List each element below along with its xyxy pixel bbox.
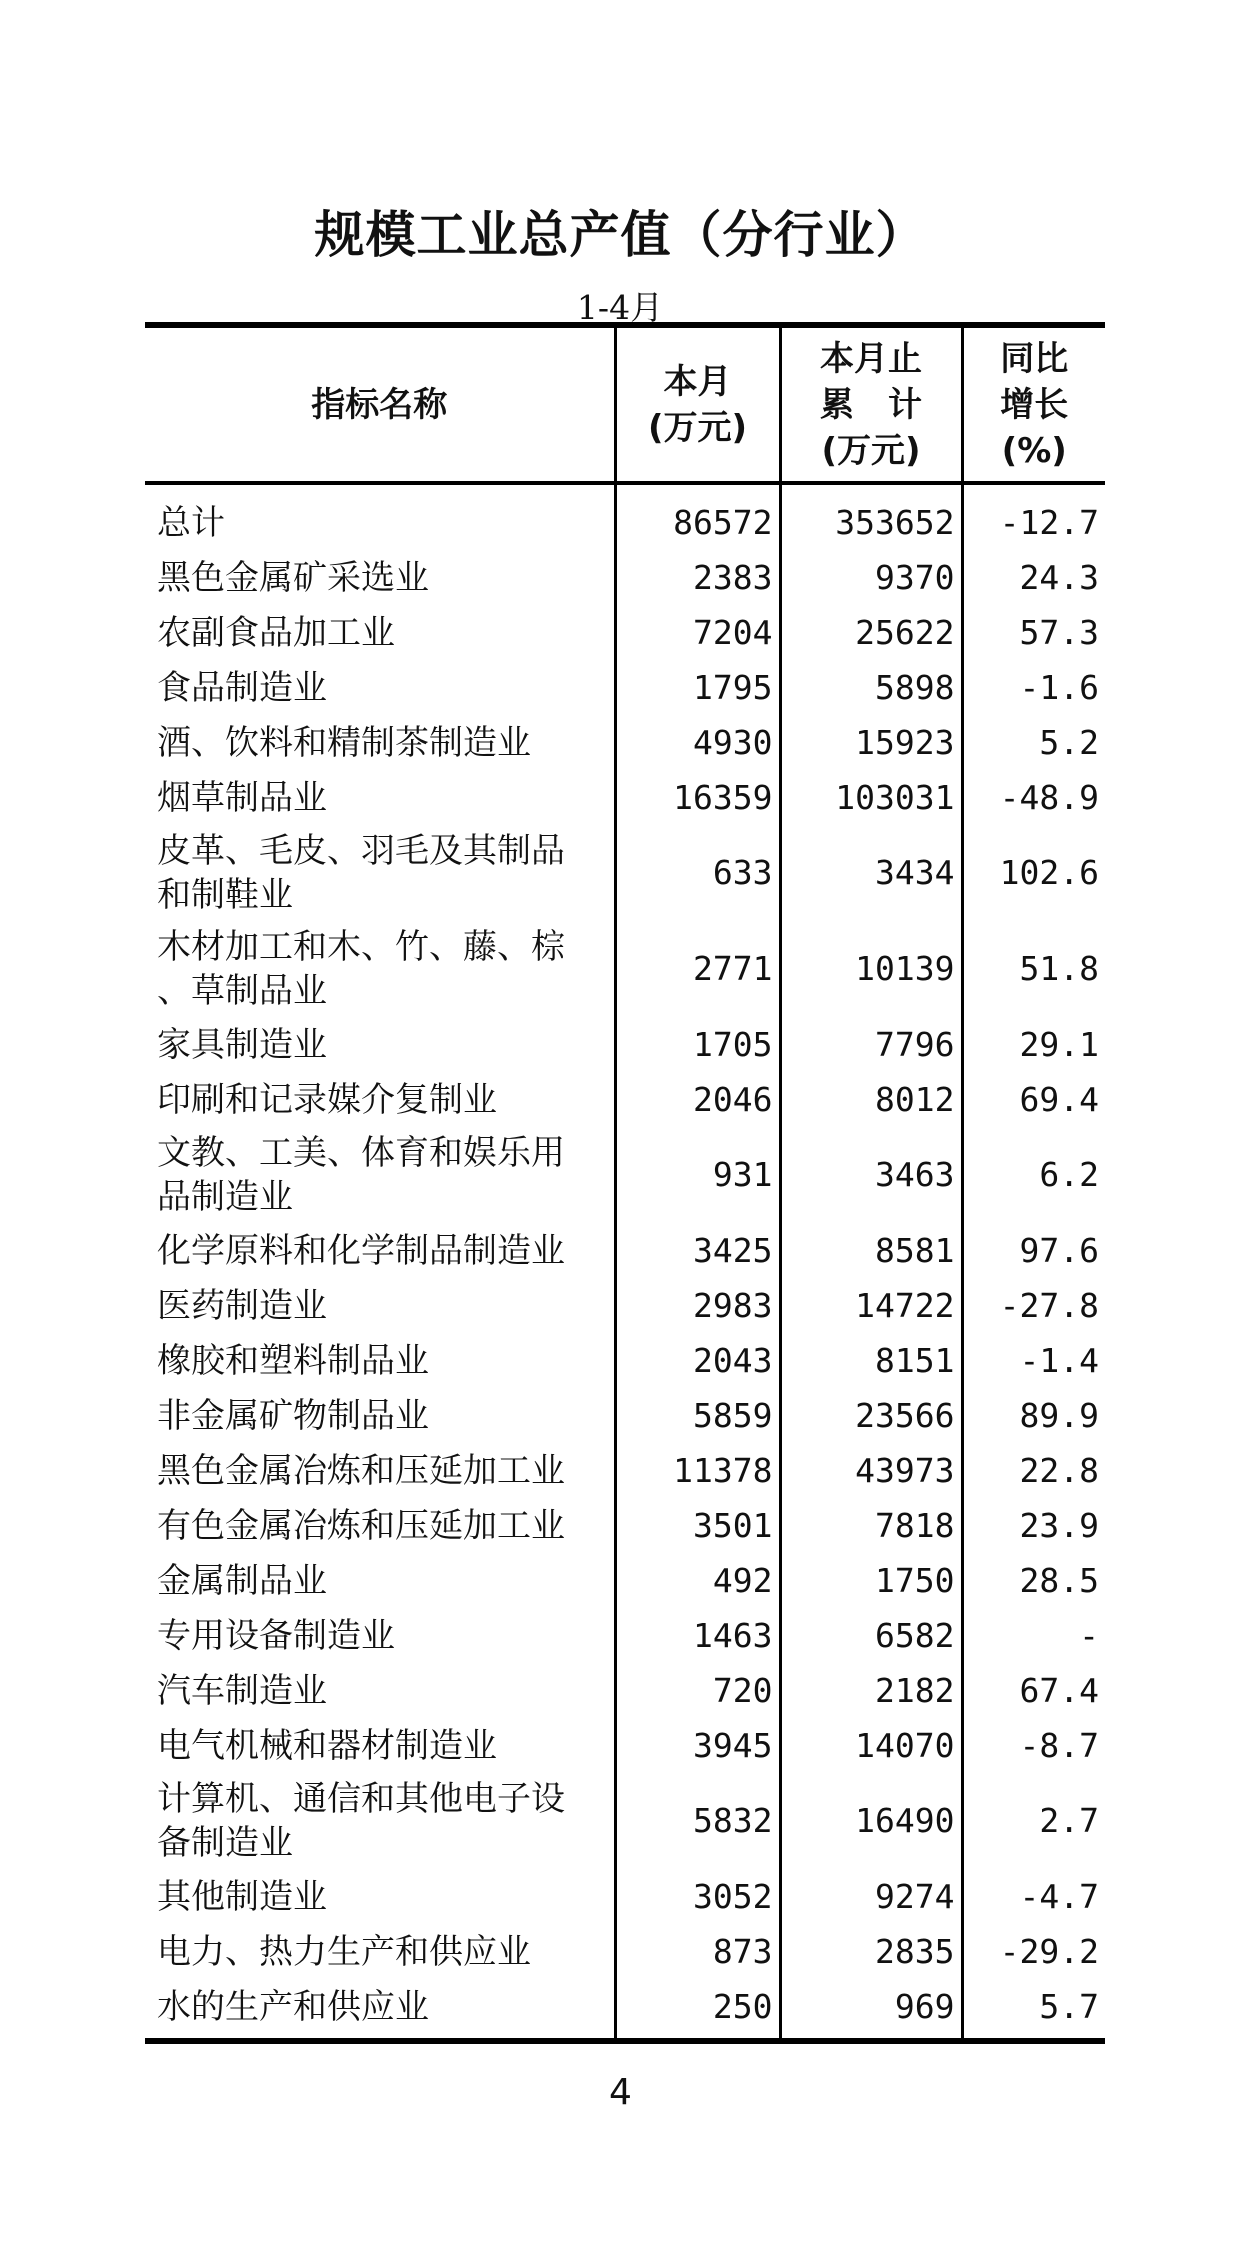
indicator-name-line: 总计 [157,502,225,543]
indicator-name-cell [145,1869,615,1924]
current-month-value: 3945 [615,1718,780,1773]
table-row [145,550,1105,605]
cumulative-value: 3434 [780,825,962,921]
current-month-value: 633 [615,825,780,921]
indicator-name-line: 汽车制造业 [157,1670,327,1711]
indicator-name-cell [145,1553,615,1608]
cumulative-value: 16490 [780,1773,962,1869]
indicator-name-cell [145,770,615,825]
cumulative-value: 3463 [780,1127,962,1223]
header-line: 指标名称 [311,384,448,425]
indicator-name-cell [145,715,615,770]
current-month-value: 720 [615,1663,780,1718]
table-row [145,605,1105,660]
indicator-name-cell [145,1773,615,1869]
indicator-name-cell [145,825,615,921]
cumulative-value: 7818 [780,1498,962,1553]
current-month-value: 11378 [615,1443,780,1498]
table-row [145,1553,1105,1608]
indicator-name-cell [145,1278,615,1333]
yoy-growth-value: 97.6 [962,1223,1105,1278]
current-month-value: 5859 [615,1388,780,1443]
table-row [145,1498,1105,1553]
indicator-name-cell [145,1924,615,1979]
indicator-name-line: 文教、工美、体育和娱乐用 [157,1133,565,1173]
document-title: 规模工业总产值（分行业） [314,206,927,264]
cumulative-value: 1750 [780,1553,962,1608]
header-yoy-growth [962,325,1105,483]
current-month-value: 2383 [615,550,780,605]
indicator-name-line: 有色金属冶炼和压延加工业 [157,1505,565,1546]
table-row [145,1608,1105,1663]
table-row [145,1869,1105,1924]
current-month-value: 3052 [615,1869,780,1924]
cumulative-value: 2182 [780,1663,962,1718]
table-body [145,483,1105,2041]
indicator-name-line: 非金属矿物制品业 [157,1395,429,1436]
table-row [145,1127,1105,1223]
current-month-value: 16359 [615,770,780,825]
indicator-name-line: 皮革、毛皮、羽毛及其制品 [157,831,565,871]
cumulative-value: 103031 [780,770,962,825]
indicator-name-line: 黑色金属冶炼和压延加工业 [157,1450,565,1491]
table-row [145,825,1105,921]
yoy-growth-value: -8.7 [962,1718,1105,1773]
table-row [145,1278,1105,1333]
cumulative-value: 353652 [780,483,962,550]
cumulative-value: 23566 [780,1388,962,1443]
yoy-growth-value: 29.1 [962,1017,1105,1072]
indicator-name-line: 品制造业 [157,1177,293,1217]
current-month-value: 7204 [615,605,780,660]
table-row [145,1979,1105,2041]
table-row [145,1333,1105,1388]
table-row [145,1388,1105,1443]
indicator-name-cell [145,1127,615,1223]
indicator-name-cell [145,1498,615,1553]
indicator-name-line: 橡胶和塑料制品业 [157,1340,429,1381]
cumulative-value: 43973 [780,1443,962,1498]
header-line: (万元) [821,430,921,471]
cumulative-value: 6582 [780,1608,962,1663]
header-current-month [615,325,780,483]
indicator-name-cell [145,1608,615,1663]
yoy-growth-value: 5.2 [962,715,1105,770]
indicator-name-line: 烟草制品业 [157,777,327,818]
table-row [145,1663,1105,1718]
page-number: 4 [609,2072,632,2113]
indicator-name-cell [145,1223,615,1278]
cumulative-value: 9370 [780,550,962,605]
cumulative-value: 9274 [780,1869,962,1924]
header-line: 同比 [1000,338,1069,379]
current-month-value: 2043 [615,1333,780,1388]
current-month-value: 2046 [615,1072,780,1127]
indicator-name-cell [145,1333,615,1388]
indicator-name-line: 家具制造业 [157,1024,327,1065]
indicator-name-cell [145,921,615,1017]
cumulative-value: 8151 [780,1333,962,1388]
header-line: 增长 [1000,384,1069,425]
current-month-value: 4930 [615,715,780,770]
current-month-value: 3501 [615,1498,780,1553]
indicator-name-cell [145,660,615,715]
table-row [145,770,1105,825]
table-row [145,660,1105,715]
indicator-name-cell [145,1718,615,1773]
table-row [145,1718,1105,1773]
yoy-growth-value: -12.7 [962,483,1105,550]
header-line: 本月止 [820,338,922,379]
table-row [145,1017,1105,1072]
yoy-growth-value: 57.3 [962,605,1105,660]
yoy-growth-value: 89.9 [962,1388,1105,1443]
header-line: (%) [1001,430,1067,471]
yoy-growth-value: -48.9 [962,770,1105,825]
indicator-name-line: 食品制造业 [157,667,327,708]
current-month-value: 1463 [615,1608,780,1663]
yoy-growth-value: -1.4 [962,1333,1105,1388]
indicator-name-line: 和制鞋业 [157,875,293,915]
table-header-row [145,325,1105,483]
header-line: (万元) [647,407,748,448]
yoy-growth-value: 2.7 [962,1773,1105,1869]
current-month-value: 5832 [615,1773,780,1869]
indicator-name-line: 电力、热力生产和供应业 [157,1931,531,1972]
cumulative-value: 7796 [780,1017,962,1072]
table-row [145,715,1105,770]
indicator-name-line: 黑色金属矿采选业 [157,557,429,598]
table-row [145,1773,1105,1869]
indicator-name-cell [145,1072,615,1127]
cumulative-value: 14722 [780,1278,962,1333]
indicator-name-cell [145,550,615,605]
indicator-name-cell [145,1979,615,2041]
indicator-name-line: 水的生产和供应业 [157,1986,429,2027]
indicator-name-line: 农副食品加工业 [157,612,395,653]
yoy-growth-value: 23.9 [962,1498,1105,1553]
yoy-growth-value: 69.4 [962,1072,1105,1127]
cumulative-value: 8012 [780,1072,962,1127]
cumulative-value: 2835 [780,1924,962,1979]
yoy-growth-value: 67.4 [962,1663,1105,1718]
current-month-value: 492 [615,1553,780,1608]
cumulative-value: 14070 [780,1718,962,1773]
header-line: 累 计 [820,384,922,425]
table-row [145,1072,1105,1127]
yoy-growth-value: -27.8 [962,1278,1105,1333]
cumulative-value: 969 [780,1979,962,2041]
yoy-growth-value: - [962,1608,1105,1663]
cumulative-value: 10139 [780,921,962,1017]
current-month-value: 2771 [615,921,780,1017]
indicator-name-cell [145,483,615,550]
current-month-value: 1705 [615,1017,780,1072]
cumulative-value: 25622 [780,605,962,660]
yoy-growth-value: 28.5 [962,1553,1105,1608]
current-month-value: 86572 [615,483,780,550]
cumulative-value: 5898 [780,660,962,715]
table-row [145,1924,1105,1979]
yoy-growth-value: 24.3 [962,550,1105,605]
yoy-growth-value: 6.2 [962,1127,1105,1223]
current-month-value: 250 [615,1979,780,2041]
period-label: 1-4月 [576,288,664,327]
header-cumulative [780,325,962,483]
indicator-name-line: 金属制品业 [157,1560,327,1601]
current-month-value: 3425 [615,1223,780,1278]
yoy-growth-value: 102.6 [962,825,1105,921]
indicator-name-line: 专用设备制造业 [157,1615,395,1656]
yoy-growth-value: 5.7 [962,1979,1105,2041]
indicator-name-line: 医药制造业 [157,1285,327,1326]
yoy-growth-value: 22.8 [962,1443,1105,1498]
indicator-name-line: 木材加工和木、竹、藤、棕 [157,927,565,967]
indicator-name-cell [145,1388,615,1443]
table-row [145,1223,1105,1278]
cumulative-value: 8581 [780,1223,962,1278]
yoy-growth-value: -1.6 [962,660,1105,715]
header-line: 本月 [663,361,732,402]
indicator-name-line: 印刷和记录媒介复制业 [157,1079,497,1120]
table-row [145,483,1105,550]
indicator-name-line: 其他制造业 [157,1876,327,1917]
indicator-name-cell [145,1017,615,1072]
current-month-value: 1795 [615,660,780,715]
indicator-name-line: 备制造业 [157,1823,293,1863]
indicator-name-cell [145,1663,615,1718]
yoy-growth-value: -29.2 [962,1924,1105,1979]
current-month-value: 931 [615,1127,780,1223]
cumulative-value: 15923 [780,715,962,770]
indicator-name-line: 酒、饮料和精制茶制造业 [157,722,531,763]
indicator-name-line: 、草制品业 [157,971,327,1011]
indicator-name-cell [145,1443,615,1498]
current-month-value: 873 [615,1924,780,1979]
yoy-growth-value: -4.7 [962,1869,1105,1924]
indicator-name-cell [145,605,615,660]
indicator-name-line: 计算机、通信和其他电子设 [157,1779,565,1819]
table-row [145,921,1105,1017]
indicator-name-line: 化学原料和化学制品制造业 [157,1230,565,1271]
indicator-name-line: 电气机械和器材制造业 [157,1725,497,1766]
table-row [145,1443,1105,1498]
header-indicator-name [145,325,615,483]
yoy-growth-value: 51.8 [962,921,1105,1017]
current-month-value: 2983 [615,1278,780,1333]
industry-output-table [145,322,1105,2044]
